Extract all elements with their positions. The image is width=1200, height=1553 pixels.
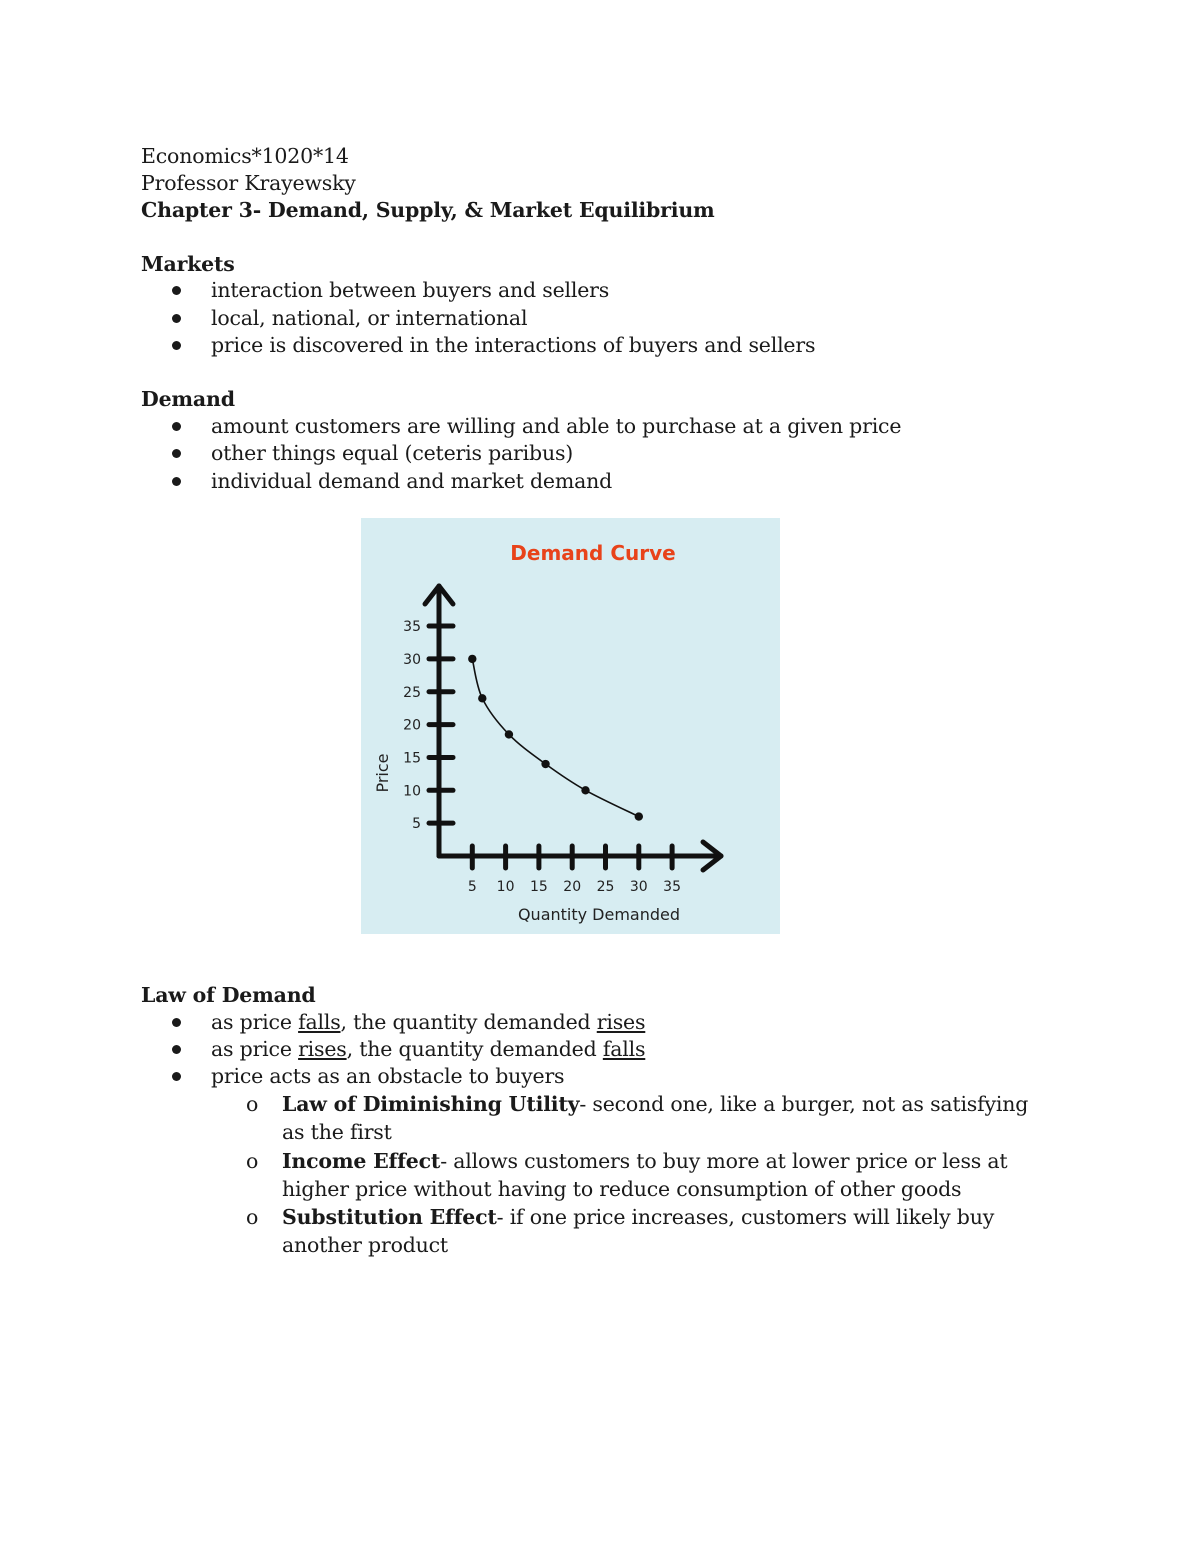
- y-tick-label: 25: [403, 684, 421, 701]
- chart-points: [468, 655, 643, 821]
- bullet-icon: [172, 341, 181, 350]
- document-page: Economics*1020*14 Professor Krayewsky Chapter 3- Demand, Supply, & Market Equilibrium Markets interaction between buyers and sellers local, national, or international price is discovered in the interactions of buyers and sellers Demand amount customers are willing and able to purchase at a given price other things equal (ceteris paribus) individual demand and market demand Demand Curve 5 10 15 20 25 30 35 5 10 15 20 25 30 35 Quantity Demanded Price Law of Demand as price falls, the quantity demanded rises as price rises, the quantity demanded falls price acts as an obstacle to buyers o Law of Diminishing Utility- second one, like a burger, not as satisfying as the first o Income Effect- allows customers to buy more at lower price or less at higher price without having to reduce consumption of other goods o Substitution Effect- if one price increases, customers will likely buy another product: [141, 144, 1029, 1257]
- chart-title: Demand Curve: [510, 541, 676, 565]
- bullet-icon: [172, 477, 181, 486]
- data-point: [581, 786, 589, 794]
- x-tick-label: 10: [496, 879, 515, 895]
- x-tick-label: 20: [563, 879, 582, 895]
- demand-heading: Demand: [141, 387, 235, 411]
- y-tick-label: 30: [403, 651, 421, 668]
- chart-axes: [425, 586, 721, 870]
- data-point: [505, 730, 513, 738]
- bullet-icon: [172, 314, 181, 323]
- course-code: Economics*1020*14: [141, 144, 349, 168]
- law-of-demand-heading: Law of Demand: [141, 983, 316, 1007]
- x-tick-label: 25: [596, 879, 615, 895]
- x-tick-label: 5: [467, 879, 477, 895]
- y-tick-label: 5: [412, 816, 421, 833]
- demand-curve-line: [472, 659, 639, 817]
- markets-heading: Markets: [141, 252, 235, 276]
- data-point: [541, 760, 549, 768]
- data-point: [635, 812, 643, 820]
- bullet-icon: [172, 422, 181, 431]
- bullet-icon: [172, 1045, 181, 1054]
- x-axis-label: Quantity Demanded: [517, 905, 681, 924]
- data-point: [478, 694, 486, 702]
- bullet-icon: [172, 1072, 181, 1081]
- bullet-icon: [172, 449, 181, 458]
- bullet-icon: [172, 286, 181, 295]
- demand-curve-chart: [361, 518, 780, 934]
- x-tick-label: 15: [529, 879, 548, 895]
- x-tick-label: 30: [629, 879, 648, 895]
- data-point: [468, 655, 476, 663]
- bullet-icon: [172, 1018, 181, 1027]
- x-tick-label: 35: [663, 879, 682, 895]
- y-tick-label: 35: [403, 619, 421, 636]
- y-axis-label: Price: [373, 753, 392, 793]
- y-tick-label: 10: [403, 783, 421, 800]
- y-tick-label: 15: [403, 750, 421, 767]
- professor-name: Professor Krayewsky: [141, 171, 356, 195]
- chart-svg: [361, 518, 780, 934]
- y-tick-label: 20: [403, 717, 421, 734]
- chapter-title: Chapter 3- Demand, Supply, & Market Equilibrium: [141, 198, 715, 222]
